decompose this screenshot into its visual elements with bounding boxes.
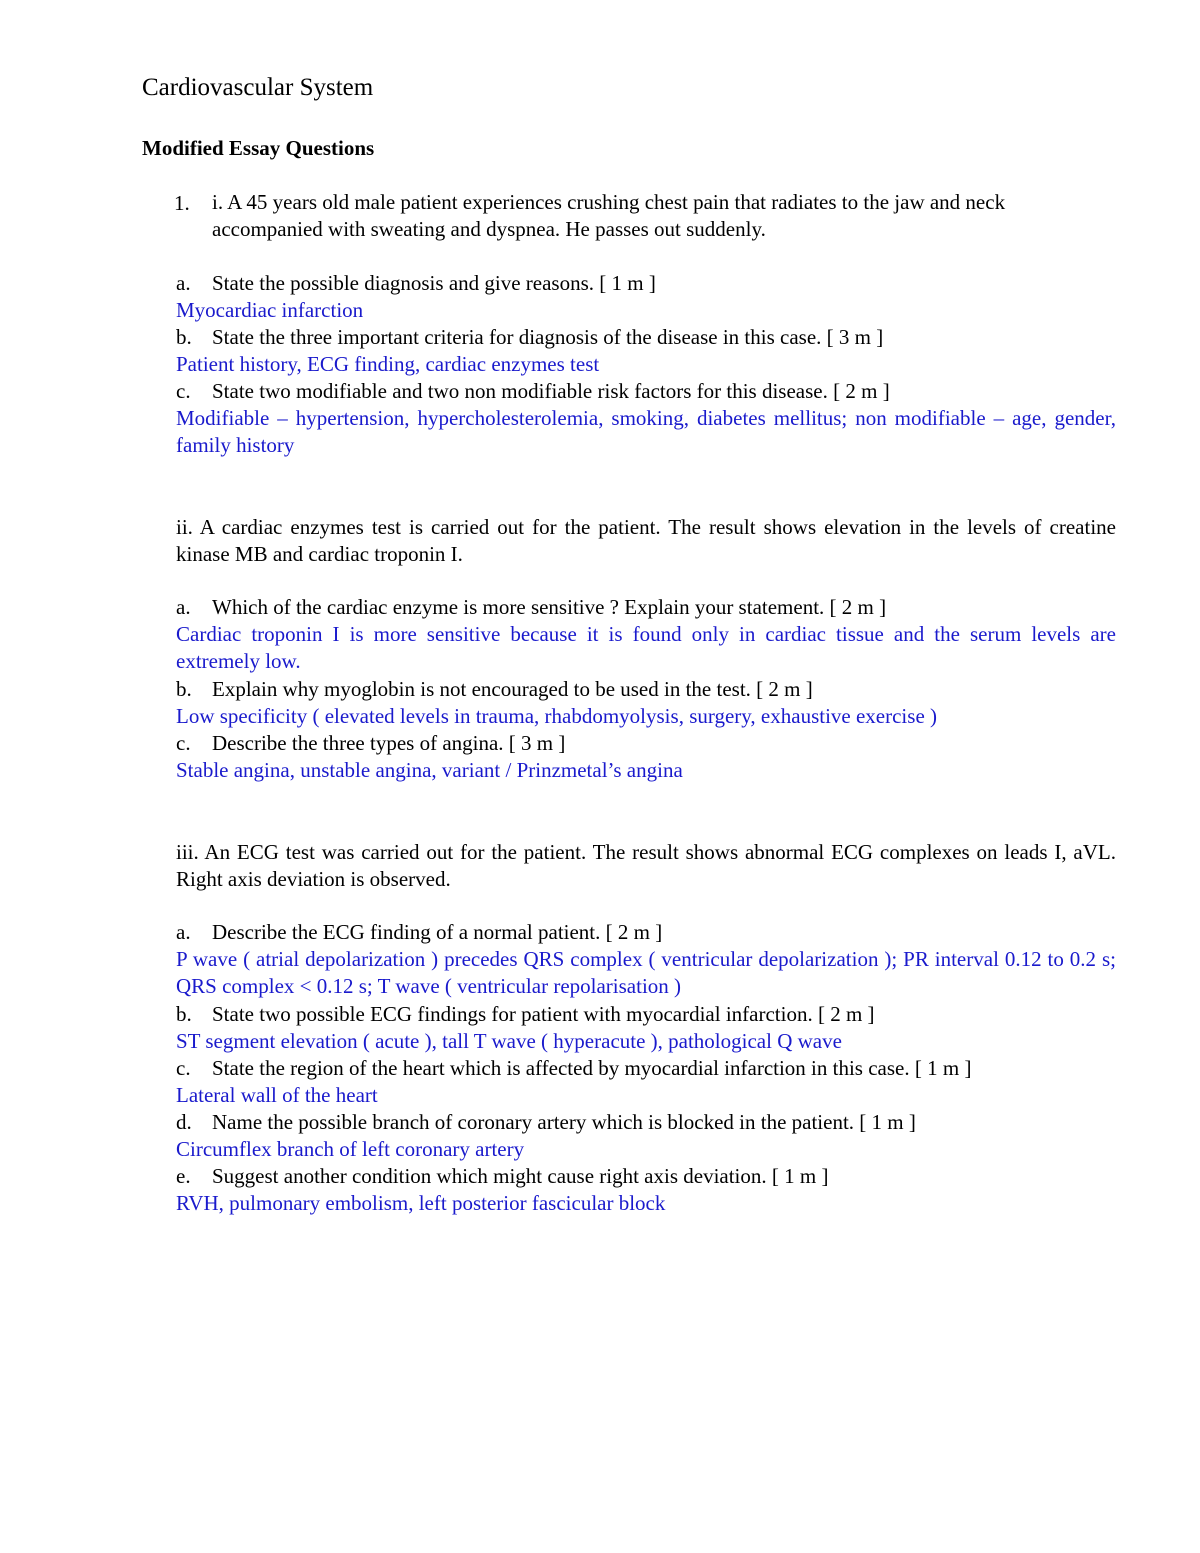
part-i-item-c: [176, 378, 1116, 405]
item-letter: c.: [176, 1056, 191, 1080]
item-letter: e.: [176, 1164, 191, 1188]
item-question: Suggest another condition which might cause right axis deviation. [ 1 m ]: [212, 1164, 829, 1188]
item-question: Explain why myoglobin is not encouraged to be used in the test. [ 2 m ]: [212, 677, 813, 701]
part-iii-item-a: [176, 919, 1116, 946]
part-iii-answer-c: Lateral wall of the heart: [176, 1083, 378, 1107]
part-iii-stem: iii. An ECG test was carried out for the patient. The result shows abnormal ECG complexes on leads I, aVL. Right axis deviation is observed.: [176, 840, 1116, 892]
part-iii-answer-b: ST segment elevation ( acute ), tall T wave ( hyperacute ), pathological Q wave: [176, 1029, 842, 1053]
part-ii-answer-c: Stable angina, unstable angina, variant / Prinzmetal’s angina: [176, 758, 683, 782]
document-title: Cardiovascular System: [142, 74, 374, 101]
question-number: 1.: [174, 191, 190, 215]
part-ii-stem: ii. A cardiac enzymes test is carried out for the patient. The result shows elevation in the levels of creatine kinase MB and cardiac troponin I.: [176, 515, 1116, 567]
part-iii-item-b: [176, 1001, 1116, 1028]
part-iii-item-d: [176, 1109, 1116, 1136]
part-iii-answer-a: P wave ( atrial depolarization ) precedes QRS complex ( ventricular depolarization ); PR interval 0.12 to 0.2 s; QRS complex < 0.12 s; T wave ( ventricular repolarisation ): [176, 947, 1116, 999]
part-ii-item-c: [176, 730, 1116, 757]
part-ii-answer-a: Cardiac troponin I is more sensitive because it is found only in cardiac tissue and the serum levels are extremely low.: [176, 622, 1116, 674]
item-question: State the three important criteria for diagnosis of the disease in this case. [ 3 m ]: [212, 325, 884, 349]
part-ii-item-b: [176, 676, 1116, 703]
part-ii-answer-b: Low specificity ( elevated levels in trauma, rhabdomyolysis, surgery, exhaustive exercise ): [176, 704, 938, 728]
part-iii-item-c: [176, 1055, 1116, 1082]
part-iii-answer-e: RVH, pulmonary embolism, left posterior fascicular block: [176, 1191, 666, 1215]
item-letter: d.: [176, 1110, 192, 1134]
item-letter: b.: [176, 325, 192, 349]
part-ii-item-a: [176, 594, 1116, 621]
item-letter: a.: [176, 595, 191, 619]
item-question: Name the possible branch of coronary artery which is blocked in the patient. [ 1 m ]: [212, 1110, 916, 1134]
item-letter: a.: [176, 271, 191, 295]
item-question: State the possible diagnosis and give reasons. [ 1 m ]: [212, 271, 656, 295]
part-i-answer-b: Patient history, ECG finding, cardiac enzymes test: [176, 352, 600, 376]
part-i-item-b: [176, 324, 1116, 351]
part-iii-item-e: [176, 1163, 1116, 1190]
item-question: State two modifiable and two non modifiable risk factors for this disease. [ 2 m ]: [212, 379, 890, 403]
part-iii-answer-d: Circumflex branch of left coronary artery: [176, 1137, 525, 1161]
item-letter: c.: [176, 731, 191, 755]
item-question: Describe the ECG finding of a normal patient. [ 2 m ]: [212, 920, 663, 944]
item-letter: c.: [176, 379, 191, 403]
part-i-answer-c: Modifiable – hypertension, hypercholesterolemia, smoking, diabetes mellitus; non modifiable – age, gender, family history: [176, 406, 1116, 458]
item-question: Describe the three types of angina. [ 3 m ]: [212, 731, 566, 755]
item-question: Which of the cardiac enzyme is more sensitive ? Explain your statement. [ 2 m ]: [212, 595, 887, 619]
part-i-item-a: [176, 270, 1116, 297]
item-letter: a.: [176, 920, 191, 944]
part-i-answer-a: Myocardiac infarction: [176, 298, 364, 322]
item-question: State two possible ECG findings for patient with myocardial infarction. [ 2 m ]: [212, 1002, 875, 1026]
item-letter: b.: [176, 677, 192, 701]
part-i-stem: i. A 45 years old male patient experiences crushing chest pain that radiates to the jaw and neck accompanied with sweating and dyspnea. He passes out suddenly.: [212, 190, 1006, 242]
item-question: State the region of the heart which is affected by myocardial infarction in this case. [ 1 m ]: [212, 1056, 972, 1080]
item-letter: b.: [176, 1002, 192, 1026]
document-subtitle: Modified Essay Questions: [142, 136, 375, 160]
